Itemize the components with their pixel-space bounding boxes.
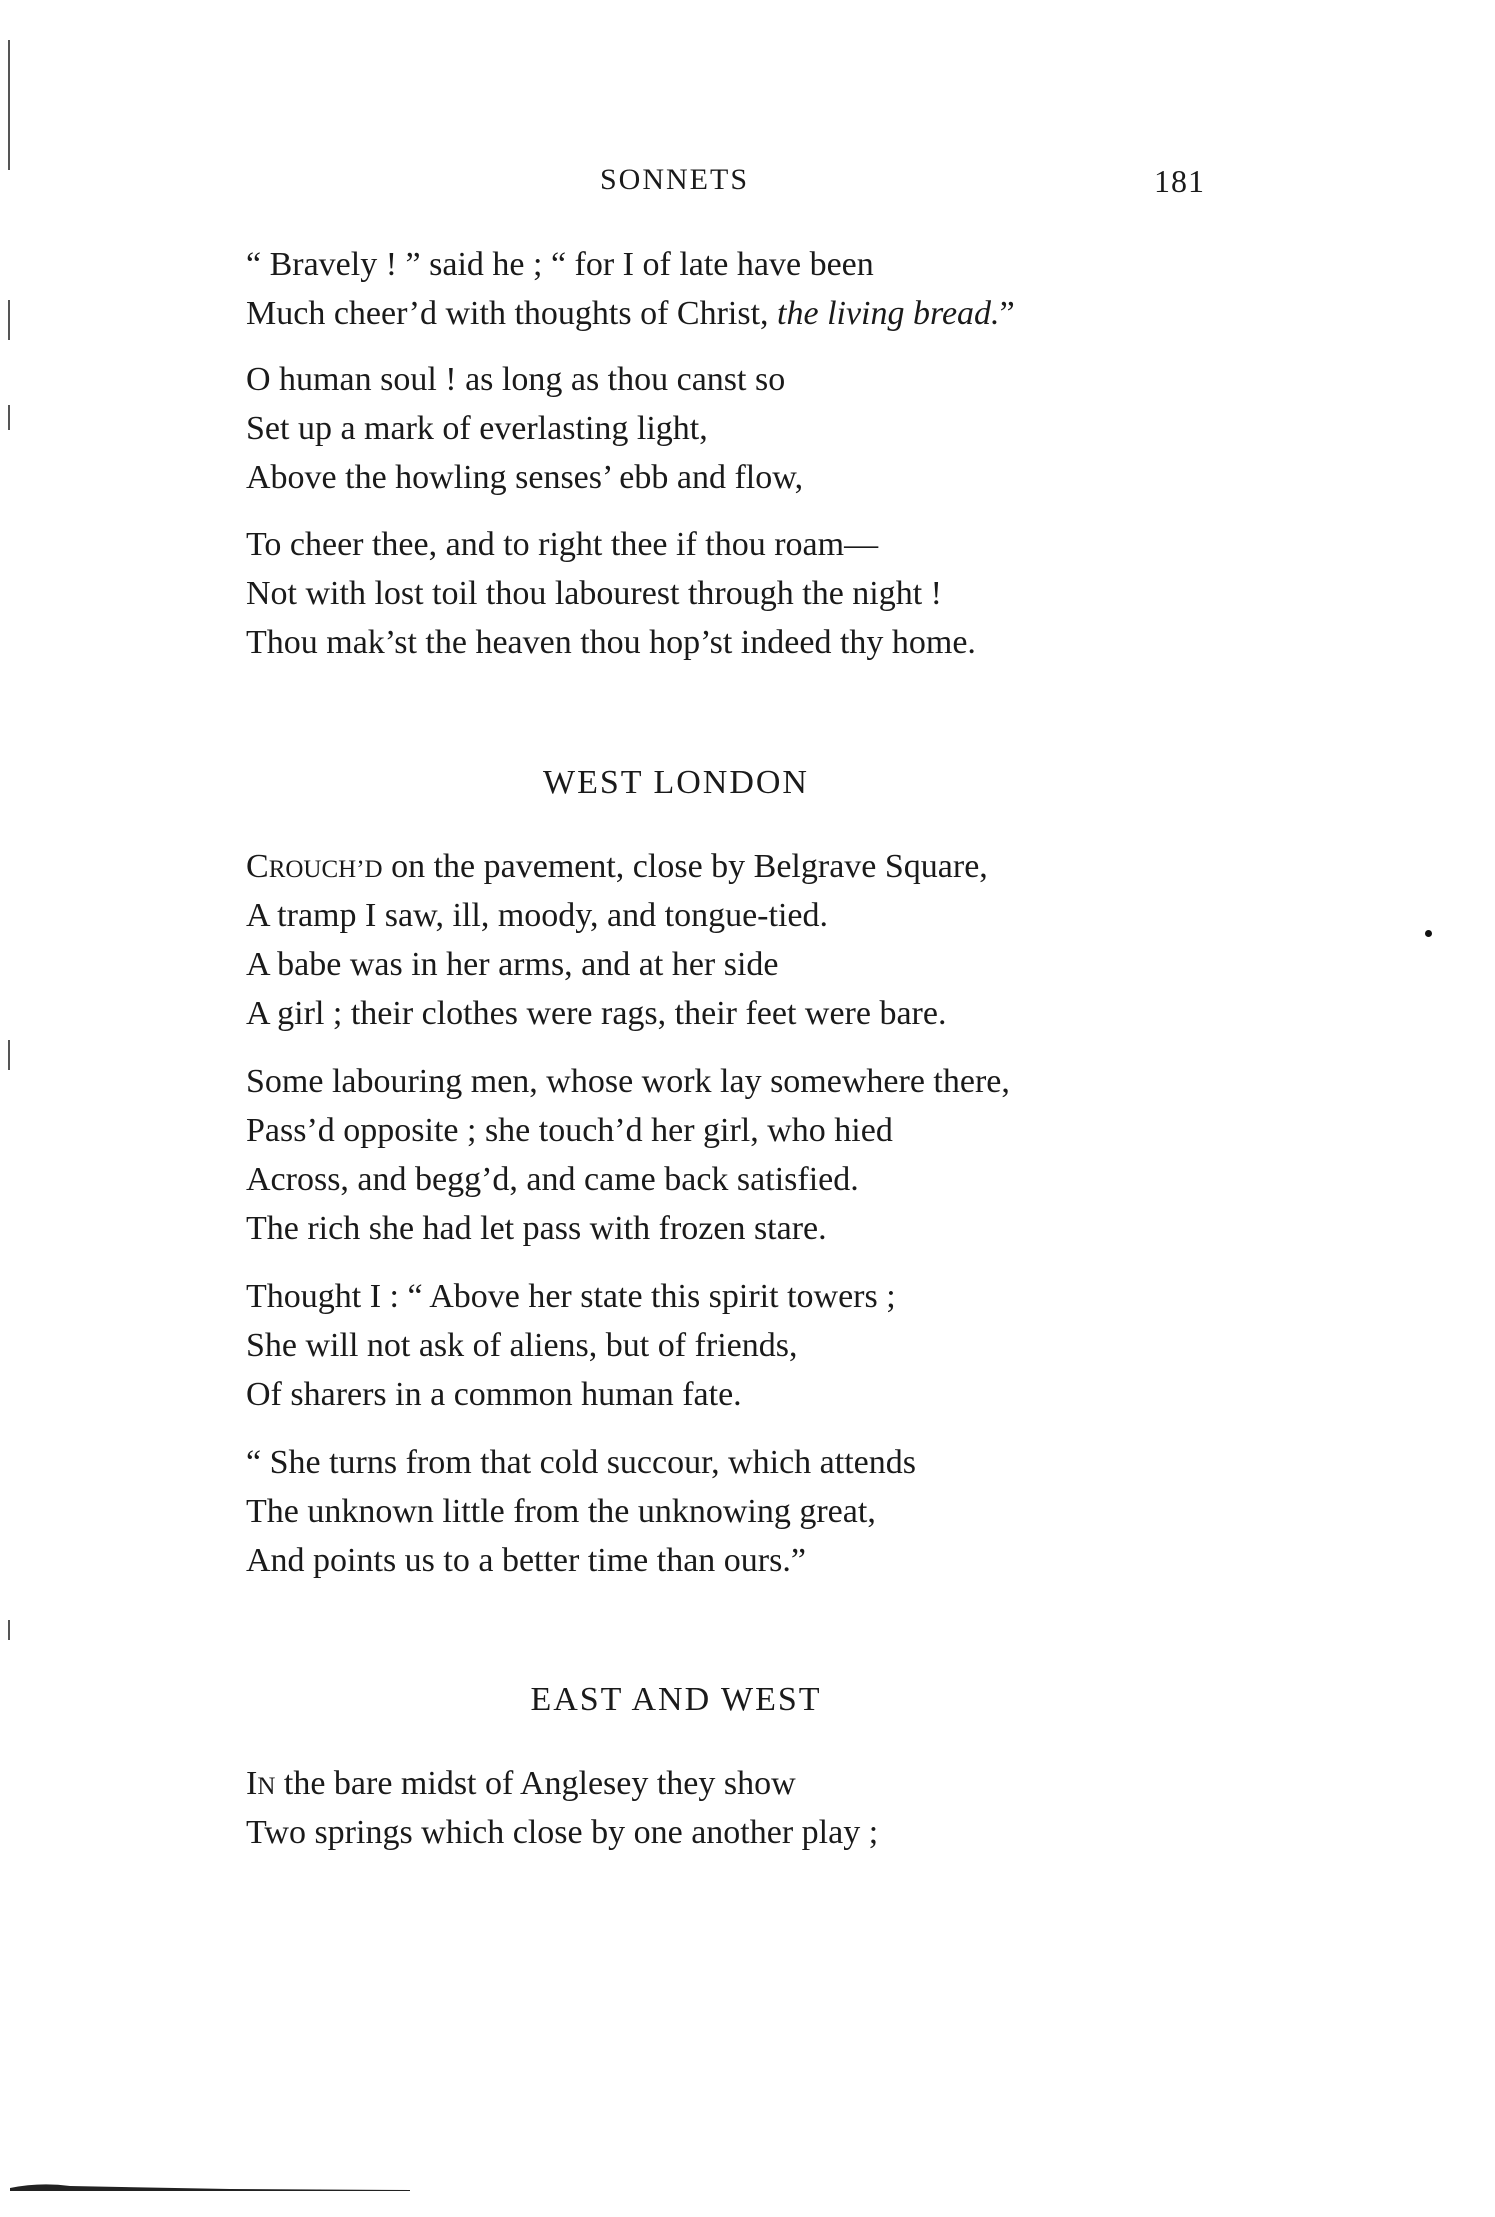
poem-title: EAST AND WEST [530, 1681, 822, 1718]
verse-line [246, 294, 1015, 334]
verse-line: Set up a mark of everlasting light, [246, 410, 708, 447]
verse-line [246, 1764, 796, 1807]
scan-edge-mark [8, 40, 10, 170]
verse-line: The unknown little from the unknowing great, [246, 1493, 876, 1530]
verse-line: Of sharers in a common human fate. [246, 1376, 742, 1413]
verse-line: Thou mak’st the heaven thou hop’st indeed thy home. [246, 624, 976, 661]
verse-line: To cheer thee, and to right thee if thou roam— [246, 526, 879, 563]
verse-text: the bare midst of Anglesey they show [275, 1765, 796, 1802]
ink-dot [1425, 930, 1432, 937]
scan-edge-mark [8, 405, 10, 430]
verse-line: “ Bravely ! ” said he ; “ for I of late have been [246, 246, 874, 283]
running-title: SONNETS [600, 163, 750, 196]
verse-line: She will not ask of aliens, but of friends, [246, 1327, 798, 1364]
initial-cap: I [246, 1765, 258, 1802]
small-caps: N [257, 1773, 276, 1800]
verse-line: A babe was in her arms, and at her side [246, 946, 779, 983]
initial-cap: C [246, 848, 269, 885]
scan-edge-mark [8, 300, 10, 340]
page-number: 181 [1154, 163, 1205, 199]
scan-edge-mark [8, 1620, 10, 1640]
verse-text: on the pavement, close by Belgrave Square, [382, 848, 988, 885]
verse-text: Much cheer’d with thoughts of Christ, [246, 295, 778, 332]
scan-edge-mark [8, 1040, 10, 1070]
verse-line: Above the howling senses’ ebb and flow, [246, 459, 804, 496]
small-caps: ROUCH’D [268, 856, 383, 883]
verse-line: And points us to a better time than ours.” [246, 1542, 806, 1579]
running-head [0, 163, 1495, 203]
verse-line: Pass’d opposite ; she touch’d her girl, who hied [246, 1112, 893, 1149]
verse-line: Not with lost toil thou labourest through the night ! [246, 575, 943, 612]
verse-line: “ She turns from that cold succour, which attends [246, 1444, 916, 1481]
closing-quote: ” [999, 295, 1015, 332]
verse-line: A girl ; their clothes were rags, their feet were bare. [246, 995, 947, 1032]
verse-line: A tramp I saw, ill, moody, and tongue-tied. [246, 897, 828, 934]
verse-line: Some labouring men, whose work lay somewhere there, [246, 1063, 1010, 1100]
poem-title: WEST LONDON [543, 764, 809, 801]
verse-line: Across, and begg’d, and came back satisfied. [246, 1161, 859, 1198]
scan-smudge [10, 2180, 410, 2192]
verse-line: The rich she had let pass with frozen stare. [246, 1210, 827, 1247]
verse-line: O human soul ! as long as thou canst so [246, 361, 786, 398]
verse-line [246, 847, 988, 890]
verse-line: Two springs which close by one another play ; [246, 1814, 879, 1851]
italic-phrase: the living bread. [777, 295, 1000, 332]
verse-line: Thought I : “ Above her state this spirit towers ; [246, 1278, 896, 1315]
